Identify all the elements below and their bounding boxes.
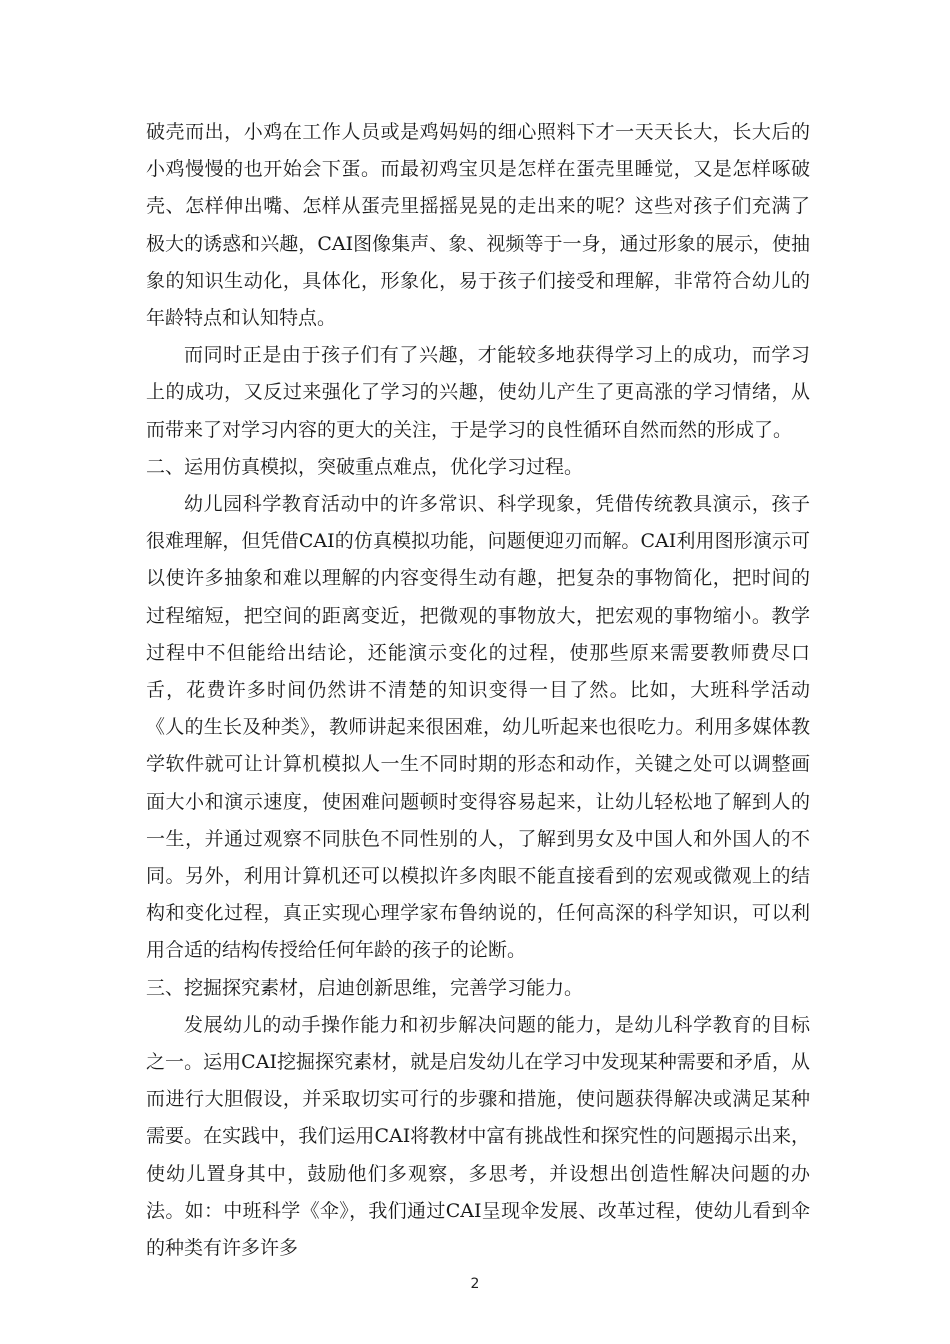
paragraph-exploration: 发展幼儿的动手操作能力和初步解决问题的能力，是幼儿科学教育的目标之一。运用CAI挖掘探究素材，就是启发幼儿在学习中发现某种需要和矛盾，从而进行大胆假设，并采取切实可行的步骤和措施，使问题获得解决或满足某种需要。在实践中，我们运用CAI将教材中富有挑战性和探究性的问题揭示出来，使幼儿置身其中，鼓励他们多观察，多思考，并设想出创造性解决问题的办法。如：中班科学《伞》，我们通过CAI呈现伞发展、改革过程，使幼儿看到伞的种类有许多许多 (146, 1013, 810, 1260)
section-heading-simulation: 二、运用仿真模拟，突破重点难点，优化学习过程。 (146, 455, 584, 478)
paragraph-simulation: 幼儿园科学教育活动中的许多常识、科学现象，凭借传统教具演示，孩子很难理解，但凭借CAI的仿真模拟功能，问题便迎刃而解。CAI利用图形演示可以使许多抽象和难以理解的内容变得生动有趣，把复杂的事物简化，把时间的过程缩短，把空间的距离变近，把微观的事物放大，把宏观的事物缩小。教学过程中不但能给出结论，还能演示变化的过程，使那些原来需要教师费尽口舌，花费许多时间仍然讲不清楚的知识变得一目了然。比如，大班科学活动《人的生长及种类》，教师讲起来很困难，幼儿听起来也很吃力。利用多媒体教学软件就可让计算机模拟人一生不同时期的形态和动作，关键之处可以调整画面大小和演示速度，使困难问题顿时变得容易起来，让幼儿轻松地了解到人的一生，并通过观察不同肤色不同性别的人，了解到男女及中国人和外国人的不同。另外，利用计算机还可以模拟许多肉眼不能直接看到的宏观或微观上的结构和变化过程，真正实现心理学家布鲁纳说的，任何高深的科学知识，可以利用合适的结构传授给任何年龄的孩子的论断。 (146, 493, 810, 962)
section-heading-exploration: 三、挖掘探究素材，启迪创新思维，完善学习能力。 (146, 976, 584, 999)
document-body (146, 114, 810, 1267)
page-number: 2 (470, 1276, 480, 1292)
paragraph-continued: 破壳而出，小鸡在工作人员或是鸡妈妈的细心照料下才一天天长大，长大后的小鸡慢慢的也开始会下蛋。而最初鸡宝贝是怎样在蛋壳里睡觉，又是怎样啄破壳、怎样伸出嘴、怎样从蛋壳里摇摇晃晃的走出来的呢？这些对孩子们充满了极大的诱惑和兴趣，CAI图像集声、象、视频等于一身，通过形象的展示，使抽象的知识生动化，具体化，形象化，易于孩子们接受和理解，非常符合幼儿的年龄特点和认知特点。 (146, 121, 810, 330)
paragraph-interest-cycle: 而同时正是由于孩子们有了兴趣，才能较多地获得学习上的成功，而学习上的成功，又反过来强化了学习的兴趣，使幼儿产生了更高涨的学习情绪，从而带来了对学习内容的更大的关注，于是学习的良性循环自然而然的形成了。 (146, 344, 810, 441)
